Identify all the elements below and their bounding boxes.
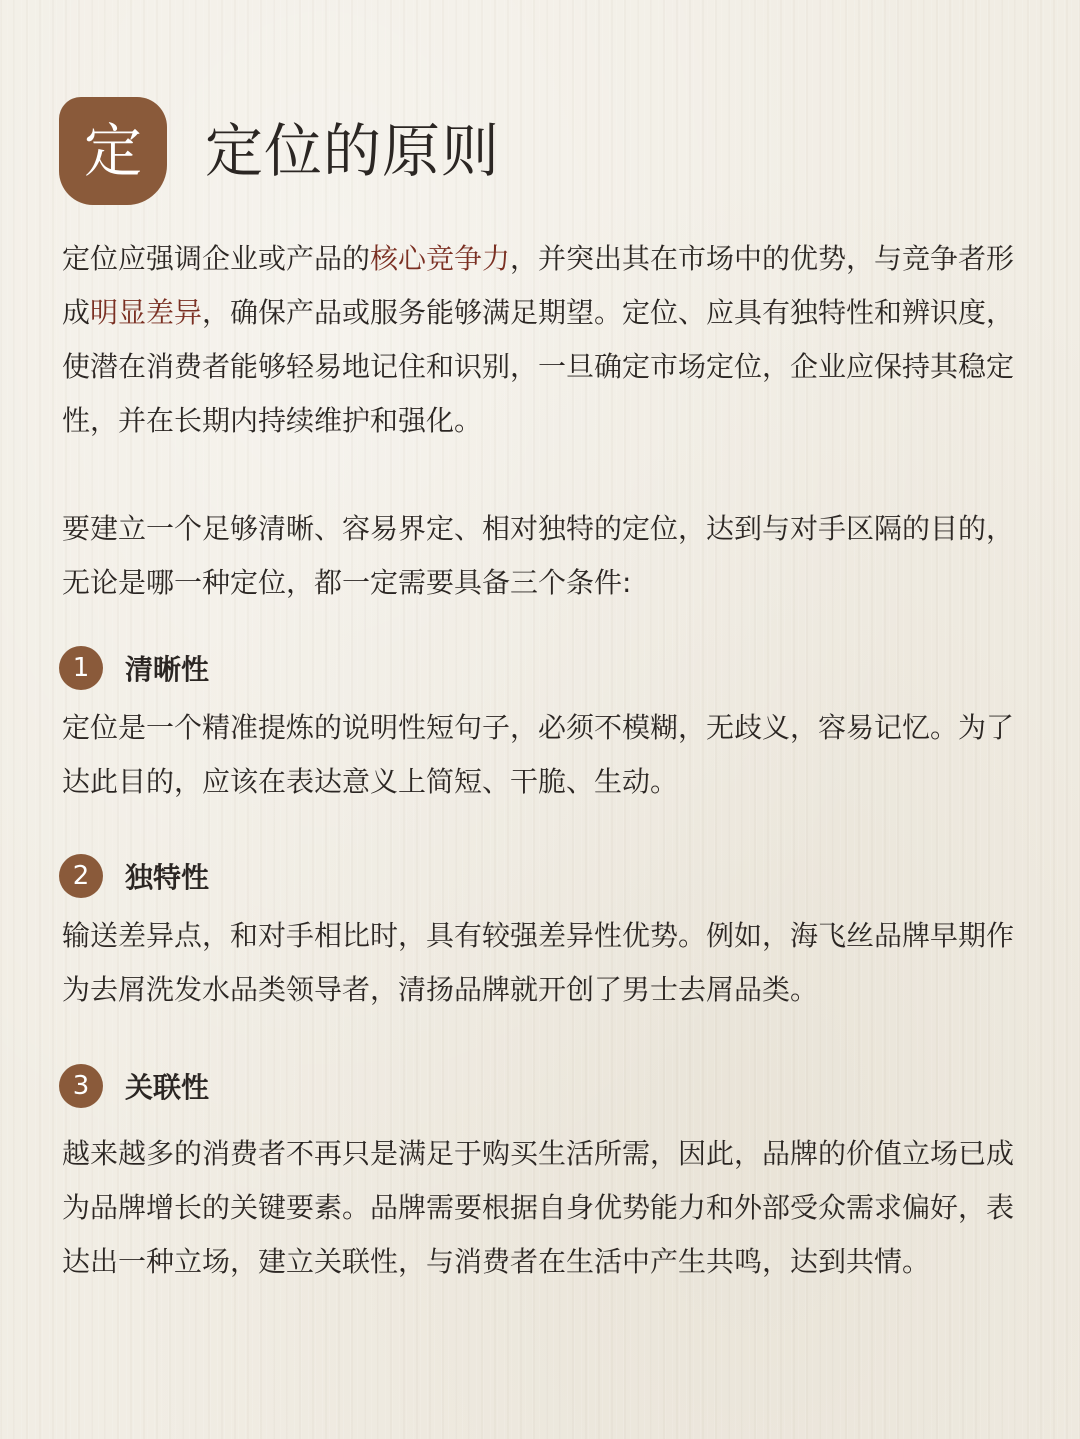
number-badge-2: 2 [59,854,103,898]
condition-1-heading [59,645,209,691]
title-badge [59,97,167,205]
condition-1-title: 清晰性 [125,653,210,686]
page-title: 定位的原则 [205,117,501,185]
number-badge-1: 1 [59,646,103,690]
title-badge-char: 定 [83,117,142,185]
highlight-obvious-difference: 明显差异 [90,296,203,329]
intro-paragraph-2: 要建立一个足够清晰、容易界定、相对独特的定位，达到与对手区隔的目的，无论是哪一种定位，都一定需要具备三个条件: [62,512,1015,599]
condition-1-body: 定位是一个精准提炼的说明性短句子，必须不模糊，无歧义，容易记忆。为了达此目的，应该在表达意义上简短、干脆、生动。 [62,711,1015,798]
intro-text-b: ，并突出其在市场中的优势，与竞争者形成 [62,242,1015,329]
intro-text-c: ，确保产品或服务能够满足期望。定位、应具有独特性和辨识度，使潜在消费者能够轻易地记住和识别，一旦确定市场定位，企业应保持其稳定性，并在长期内持续维护和强化。 [62,296,1015,437]
header [59,97,500,205]
condition-3-body: 越来越多的消费者不再只是满足于购买生活所需，因此，品牌的价值立场已成为品牌增长的关键要素。品牌需要根据自身优势能力和外部受众需求偏好，表达出一种立场，建立关联性，与消费者在生活中产生共鸣，达到共情。 [62,1137,1015,1278]
highlight-core-competitiveness: 核心竞争力 [370,242,511,275]
intro-text-a: 定位应强调企业或产品的 [62,242,371,275]
condition-2-body: 输送差异点，和对手相比时，具有较强差异性优势。例如，海飞丝品牌早期作为去屑洗发水品类领导者，清扬品牌就开创了男士去屑品类。 [62,919,1015,1006]
condition-2-title: 独特性 [125,861,210,894]
condition-2-heading [59,853,209,899]
intro-paragraph-1 [62,232,1022,448]
condition-3-heading [59,1063,209,1109]
number-badge-3: 3 [59,1064,103,1108]
condition-3-title: 关联性 [125,1071,210,1104]
